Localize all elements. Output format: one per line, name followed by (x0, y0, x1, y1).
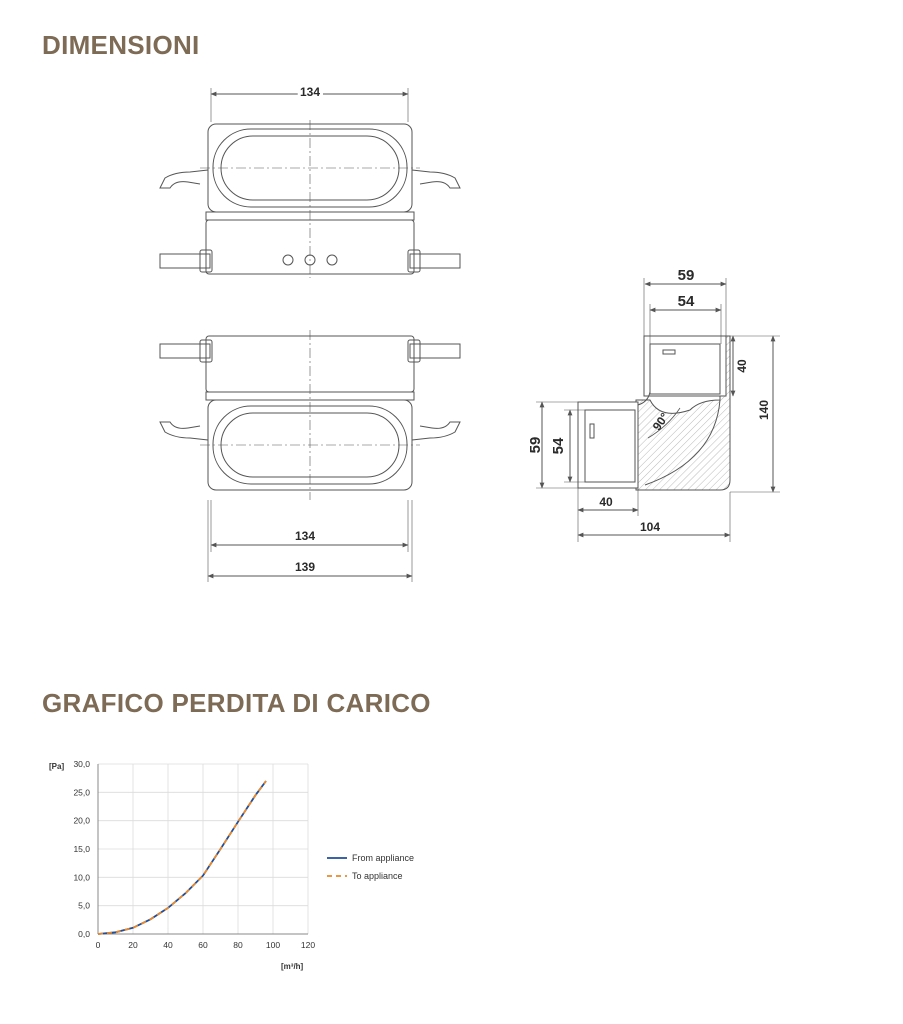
series-line-2 (98, 781, 266, 934)
x-tick-label: 20 (128, 940, 138, 950)
elbow-bottom-total-label: 104 (639, 520, 661, 534)
chart-legend (327, 853, 414, 881)
elbow-left-outer-label: 59 (527, 436, 544, 454)
legend-label-1: From appliance (352, 853, 415, 863)
elbow-right-total-label: 140 (757, 399, 771, 421)
bottom-outer-width-label: 139 (294, 560, 316, 574)
elbow-left-inner-label: 54 (550, 437, 567, 455)
legend-label-2: To appliance (352, 871, 403, 881)
dimensions-title: DIMENSIONI (42, 30, 200, 60)
y-tick-label: 0,0 (78, 929, 90, 939)
x-tick-label: 0 (95, 940, 101, 950)
y-tick-label: 20,0 (73, 815, 90, 826)
y-tick-label: 15,0 (73, 844, 90, 854)
y-tick-label: 10,0 (73, 872, 90, 883)
pressure-loss-chart (40, 752, 480, 982)
top-width-label: 134 (299, 85, 321, 99)
x-tick-label: 80 (233, 940, 243, 950)
x-tick-label: 60 (198, 940, 208, 950)
chart-series (98, 781, 266, 934)
y-tick-label: 25,0 (73, 787, 90, 798)
elbow-angle-label: 90° (649, 410, 672, 434)
y-tick-label: 5,0 (78, 900, 90, 911)
x-tick-label: 100 (265, 940, 281, 950)
top-view (160, 88, 460, 278)
y-axis-label: [Pa] (49, 762, 65, 771)
elbow-view (536, 278, 780, 542)
elbow-bottom-short-label: 40 (599, 495, 613, 509)
chart-ticks (73, 759, 315, 950)
x-axis-label: [m³/h] (281, 962, 304, 971)
bottom-inner-width-label: 134 (294, 529, 316, 543)
x-tick-label: 40 (163, 940, 173, 950)
elbow-right-short-label: 40 (735, 359, 749, 373)
x-tick-label: 120 (300, 940, 316, 950)
series-line-1 (98, 781, 266, 934)
technical-drawing (0, 60, 903, 700)
chart-grid (98, 764, 308, 934)
elbow-top-outer-label: 59 (677, 267, 695, 284)
bottom-view (160, 330, 460, 582)
chart-title: GRAFICO PERDITA DI CARICO (42, 688, 431, 718)
y-tick-label: 30,0 (73, 759, 90, 769)
elbow-top-inner-label: 54 (677, 293, 695, 310)
